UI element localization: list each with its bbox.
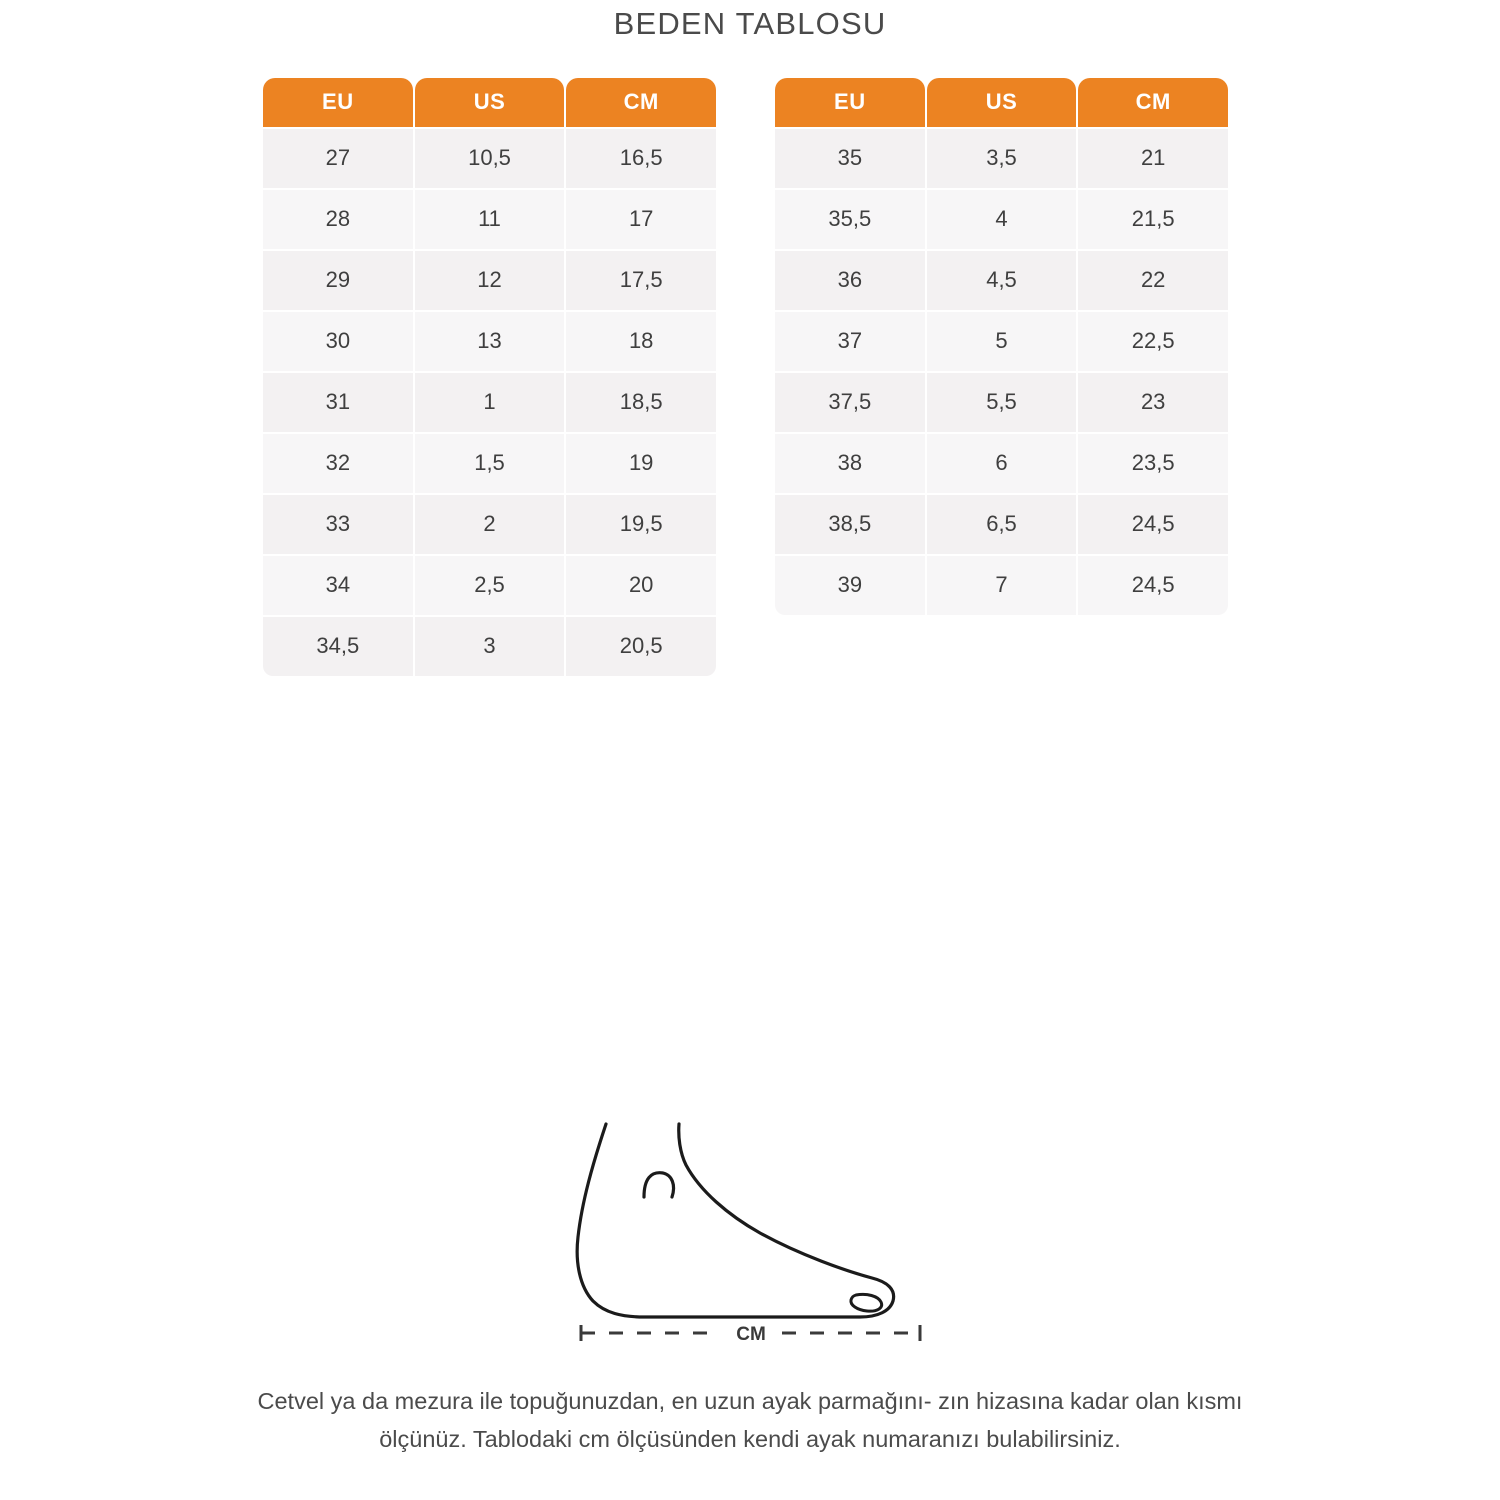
cell-us: 1,5 bbox=[415, 434, 565, 493]
cell-cm: 18,5 bbox=[566, 373, 716, 432]
cell-cm: 20 bbox=[566, 556, 716, 615]
cell-eu: 27 bbox=[263, 129, 413, 188]
table-row bbox=[263, 251, 716, 310]
column-header-cm: CM bbox=[1078, 78, 1228, 127]
cell-cm: 19,5 bbox=[566, 495, 716, 554]
measurement-instructions: Cetvel ya da mezura ile topuğunuzdan, en uzun ayak parmağını- zın hizasına kadar olan kısmı ölçünüz. Tablodaki cm ölçüsünden kendi ayak numaranızı bulabilirsiniz. bbox=[257, 1388, 1243, 1452]
cell-cm: 21 bbox=[1078, 129, 1228, 188]
table-row bbox=[263, 373, 716, 432]
column-header-eu: EU bbox=[263, 78, 413, 127]
cell-eu: 35,5 bbox=[775, 190, 925, 249]
ruler-label: CM bbox=[735, 1324, 766, 1343]
table-row bbox=[263, 312, 716, 371]
cell-eu: 29 bbox=[263, 251, 413, 310]
cell-cm: 19 bbox=[566, 434, 716, 493]
cell-us: 2,5 bbox=[415, 556, 565, 615]
cell-cm: 24,5 bbox=[1078, 495, 1228, 554]
cell-eu: 33 bbox=[263, 495, 413, 554]
table-row bbox=[263, 495, 716, 554]
cell-cm: 20,5 bbox=[566, 617, 716, 676]
cell-eu: 38,5 bbox=[775, 495, 925, 554]
cell-us: 7 bbox=[927, 556, 1077, 615]
cell-cm: 22,5 bbox=[1078, 312, 1228, 371]
cell-eu: 28 bbox=[263, 190, 413, 249]
cell-eu: 34,5 bbox=[263, 617, 413, 676]
table-row bbox=[775, 129, 1228, 188]
table-row bbox=[775, 495, 1228, 554]
cell-eu: 37,5 bbox=[775, 373, 925, 432]
cell-us: 5 bbox=[927, 312, 1077, 371]
page-title: BEDEN TABLOSU bbox=[613, 6, 887, 41]
cell-us: 6 bbox=[927, 434, 1077, 493]
cell-cm: 18 bbox=[566, 312, 716, 371]
cell-eu: 35 bbox=[775, 129, 925, 188]
cell-us: 4,5 bbox=[927, 251, 1077, 310]
cell-eu: 31 bbox=[263, 373, 413, 432]
cell-eu: 39 bbox=[775, 556, 925, 615]
size-table-left bbox=[263, 78, 716, 676]
cell-cm: 24,5 bbox=[1078, 556, 1228, 615]
size-table-right bbox=[775, 78, 1228, 676]
cell-us: 3,5 bbox=[927, 129, 1077, 188]
table-row bbox=[263, 129, 716, 188]
table-row bbox=[775, 556, 1228, 615]
cell-cm: 17,5 bbox=[566, 251, 716, 310]
cell-eu: 37 bbox=[775, 312, 925, 371]
cell-us: 12 bbox=[415, 251, 565, 310]
cell-us: 6,5 bbox=[927, 495, 1077, 554]
cell-us: 4 bbox=[927, 190, 1077, 249]
cell-cm: 16,5 bbox=[566, 129, 716, 188]
cell-us: 13 bbox=[415, 312, 565, 371]
cell-us: 3 bbox=[415, 617, 565, 676]
cell-eu: 38 bbox=[775, 434, 925, 493]
cell-cm: 21,5 bbox=[1078, 190, 1228, 249]
table-row bbox=[263, 556, 716, 615]
cell-us: 10,5 bbox=[415, 129, 565, 188]
table-row bbox=[263, 434, 716, 493]
table-header-row bbox=[263, 78, 716, 127]
cell-us: 5,5 bbox=[927, 373, 1077, 432]
cell-eu: 36 bbox=[775, 251, 925, 310]
cell-cm: 23,5 bbox=[1078, 434, 1228, 493]
column-header-us: US bbox=[927, 78, 1077, 127]
table-row bbox=[775, 251, 1228, 310]
cell-eu: 32 bbox=[263, 434, 413, 493]
cell-us: 1 bbox=[415, 373, 565, 432]
cell-eu: 30 bbox=[263, 312, 413, 371]
size-tables-container bbox=[263, 78, 1238, 676]
table-row bbox=[263, 617, 716, 676]
table-row bbox=[263, 190, 716, 249]
column-header-us: US bbox=[415, 78, 565, 127]
table-row bbox=[775, 434, 1228, 493]
cell-us: 11 bbox=[415, 190, 565, 249]
cell-eu: 34 bbox=[263, 556, 413, 615]
cell-us: 2 bbox=[415, 495, 565, 554]
cell-cm: 23 bbox=[1078, 373, 1228, 432]
cell-cm: 22 bbox=[1078, 251, 1228, 310]
table-row bbox=[775, 312, 1228, 371]
table-header-row bbox=[775, 78, 1228, 127]
column-header-cm: CM bbox=[566, 78, 716, 127]
column-header-eu: EU bbox=[775, 78, 925, 127]
table-row bbox=[775, 190, 1228, 249]
cell-cm: 17 bbox=[566, 190, 716, 249]
table-row bbox=[775, 373, 1228, 432]
cm-ruler-indicator bbox=[560, 1318, 940, 1348]
foot-side-view-icon bbox=[560, 1115, 940, 1345]
